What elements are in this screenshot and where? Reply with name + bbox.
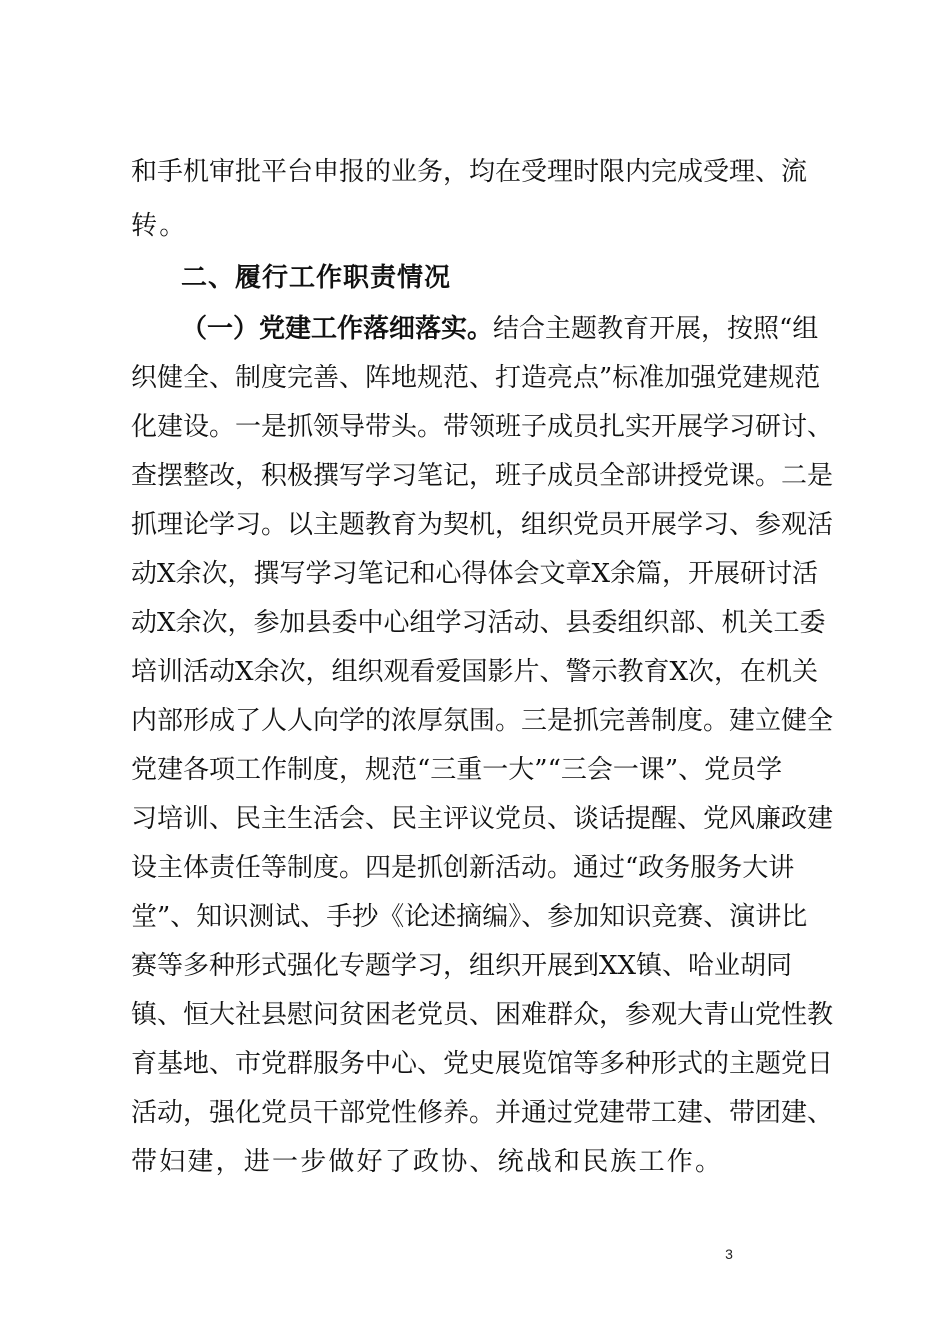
paragraph-line: 动X余次，参加县委中心组学习活动、县委组织部、机关工委: [131, 608, 826, 638]
paragraph-line: 镇、恒大社县慰问贫困老党员、困难群众，参观大青山党性教: [131, 1000, 834, 1030]
paragraph-line: 赛等多种形式强化专题学习，组织开展到XX镇、哈业胡同: [131, 951, 793, 981]
paragraph-line: 习培训、民主生活会、民主评议党员、谈话提醒、党风廉政建: [131, 804, 834, 834]
paragraph-line: 抓理论学习。以主题教育为契机，组织党员开展学习、参观活: [131, 510, 834, 540]
page-number: [0, 1246, 736, 1262]
paragraph-line: 带妇建，进一步做好了政协、统战和民族工作。: [131, 1147, 724, 1177]
section-heading: 二、履行工作职责情况: [181, 263, 452, 293]
paragraph-line: 培训活动X余次，组织观看爱国影片、警示教育X次，在机关: [131, 657, 819, 687]
paragraph-line: 堂”、知识测试、手抄《论述摘编》、参加知识竞赛、演讲比: [131, 902, 808, 932]
paragraph-line: 党建各项工作制度，规范“三重一大”“三会一课”、党员学: [131, 755, 783, 785]
paragraph-line: 化建设。一是抓领导带头。带领班子成员扎实开展学习研讨、: [131, 412, 834, 442]
intro-line-2: 转。: [131, 211, 188, 241]
paragraph-line: 活动，强化党员干部党性修养。并通过党建带工建、带团建、: [131, 1098, 834, 1128]
paragraph-line: 查摆整改，积极撰写学习笔记，班子成员全部讲授党课。二是: [131, 461, 834, 491]
paragraph-line: 内部形成了人人向学的浓厚氛围。三是抓完善制度。建立健全: [131, 706, 834, 736]
subsection-first-line: [181, 313, 831, 345]
paragraph-line: 织健全、制度完善、阵地规范、打造亮点”标准加强党建规范: [131, 363, 821, 393]
paragraph-line: 育基地、市党群服务中心、党史展览馆等多种形式的主题党日: [131, 1049, 834, 1079]
page-number-value: 3: [725, 1246, 733, 1262]
intro-line-1: 和手机审批平台申报的业务，均在受理时限内完成受理、流: [131, 157, 808, 187]
paragraph-line: 设主体责任等制度。四是抓创新活动。通过“政务服务大讲: [131, 853, 795, 883]
paragraph-line: 动X余次，撰写学习笔记和心得体会文章X余篇，开展研讨活: [131, 559, 819, 589]
subsection-first-line-rest: 结合主题教育开展，按照“组: [493, 314, 819, 344]
subsection-label: （一）党建工作落细落实。: [181, 314, 494, 344]
